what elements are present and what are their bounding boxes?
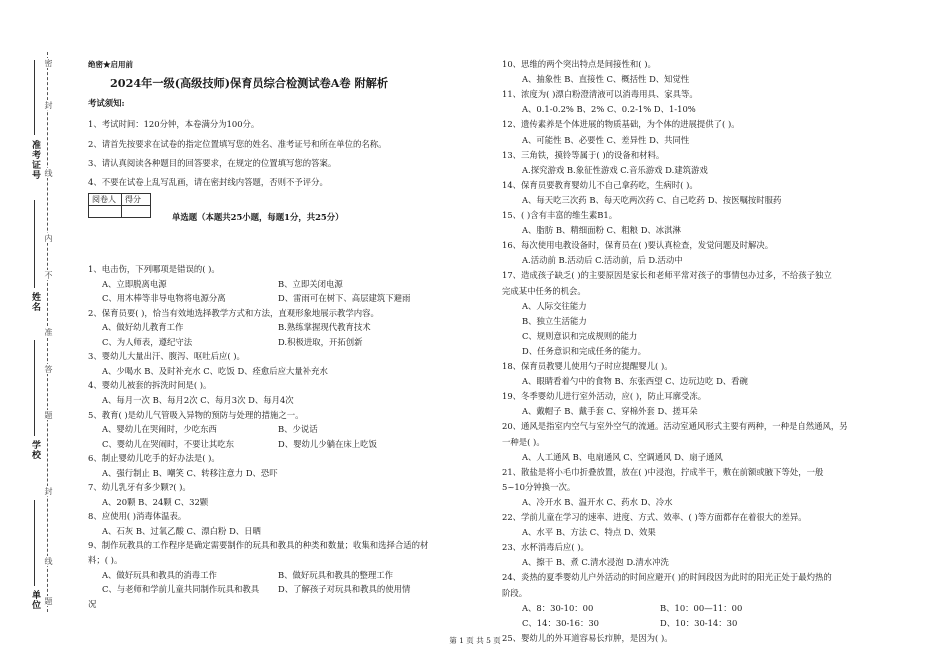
seal-char: 准	[44, 328, 53, 336]
notice-item: 3、请认真阅读各种题目的回答要求，在规定的位置填写您的答案。	[88, 158, 337, 168]
seal-char: 题	[44, 597, 53, 605]
unit-label: 单位	[30, 590, 40, 610]
question-text: 9、制作玩教具的工作程序是确定需要制作的玩具和教具的种类和数量；收集和选择合适的材	[88, 540, 429, 551]
secret-mark: 绝密★启用前	[88, 60, 133, 69]
name-fill-line	[34, 200, 35, 288]
question-text: 完成某中任务的机会。	[502, 285, 586, 296]
answer-option: A.探究游戏 B.象征性游戏 C.音乐游戏 D.建筑游戏	[522, 164, 708, 175]
answer-option: A、20颗 B、24颗 C、32颗	[102, 496, 209, 507]
notice-item: 4、不要在试卷上乱写乱画，请在密封线内答题，否则不予评分。	[88, 177, 328, 187]
seal-char: 题	[44, 411, 53, 419]
question-text: 18、保育员教婴儿使用勺子时应提醒婴儿( )。	[502, 361, 673, 371]
name-label: 姓名	[30, 292, 40, 312]
answer-option: D.积极进取，开拓创新	[278, 336, 363, 347]
seal-char: 不	[44, 271, 53, 279]
question-text: 12、遗传素养是个体进展的物质基础，为个体的进展提供了( )。	[502, 119, 740, 130]
question-text: 22、学前儿童在学习的速率、进度、方式、效率、( )等方面都存在着很大的差异。	[502, 512, 807, 522]
answer-option: A.活动前 B.活动后 C.活动前，后 D.活动中	[522, 255, 683, 266]
question-text: 料；( )。	[88, 555, 123, 565]
answer-option: B、10：00—11：00	[660, 602, 743, 613]
seal-char: 线	[44, 169, 53, 177]
seal-char: 密	[44, 59, 53, 67]
question-text: 19、冬季婴幼儿进行室外活动，应( )，防止耳廓受冻。	[502, 391, 707, 402]
answer-option: C、与老师和学前儿童共同制作玩具和教具	[102, 584, 260, 595]
seal-char: 封	[44, 101, 53, 109]
score-cell[interactable]	[122, 206, 151, 218]
answer-option: A、人际交往能力	[522, 300, 587, 311]
score-table	[88, 193, 151, 218]
answer-option: A、8：30-10：00	[522, 602, 594, 613]
answer-option: A、少喝水 B、及时补充水 C、吃饭 D、痊愈后应大量补充水	[102, 365, 328, 376]
answer-option: C、为人师表，遵纪守法	[102, 336, 193, 347]
question-text: 11、浓度为( )漂白粉澄清液可以消毒用具、家具等。	[502, 89, 698, 100]
answer-option: A、做好幼儿教育工作	[102, 322, 184, 333]
answer-option: B、做好玩具和教具的整理工作	[278, 569, 394, 580]
question-text: 25、婴幼儿的外耳道容易长疖肿，是因为( )。	[502, 632, 673, 643]
seal-char: 封	[44, 487, 53, 495]
notice-item: 1、考试时间：120分钟，本卷满分为100分。	[88, 119, 260, 129]
answer-option: A、擦干 B、煮 C.清水浸泡 D.清水冲洗	[522, 557, 669, 568]
question-text: 13、三角铁，摸铃等属于( )的设备和材料。	[502, 149, 665, 160]
question-text: 10、思维的两个突出特点是间接性和( )。	[502, 59, 656, 69]
answer-option: A、冷开水 B、温开水 C、药水 D、冷水	[522, 496, 673, 507]
score-header: 得分	[122, 194, 151, 206]
question-text: 14、保育员要教育婴幼儿不自己拿药吃，生病时( )。	[502, 179, 698, 190]
answer-option: A、可能性 B、必要性 C、差异性 D、共同性	[522, 134, 690, 145]
answer-option: B、立即关闭电源	[278, 278, 343, 289]
binding-margin	[0, 0, 62, 671]
exam-title: 2024年一级(高级技师)保育员综合检测试卷A卷 附解析	[110, 76, 389, 90]
question-text: 况	[88, 598, 97, 609]
answer-option: C、14：30-16：30	[522, 617, 599, 628]
question-text: 20、通风是指室内空气与室外空气的流通。活动室通风形式主要有两种，一种是自然通风，另	[502, 421, 848, 432]
answer-option: D、10：30-14：30	[660, 617, 738, 628]
question-text: 15、( )含有丰富的维生素B1。	[502, 210, 618, 220]
question-text: 一种是( )。	[502, 436, 545, 447]
answer-option: C、用木棒等非导电物将电源分离	[102, 293, 226, 304]
answer-option: C、婴幼儿在哭闹时，不要让其吃东	[102, 438, 235, 449]
section-heading: 单选题（本题共25小题，每题1分，共25分）	[172, 212, 344, 222]
answer-option: A、婴幼儿在哭闹时，少吃东西	[102, 424, 217, 435]
exam-number-fill-line	[34, 60, 35, 135]
question-text: 阶段。	[502, 587, 528, 598]
answer-option: A、0.1-0.2% B、2% C、0.2-1% D、1-10%	[522, 104, 696, 115]
question-text: 3、婴幼儿大量出汗、腹泻、呕吐后应( )。	[88, 351, 245, 362]
question-text: 1、电击伤，下列哪项是错误的( )。	[88, 264, 220, 274]
question-text: 2、保育员要( )，恰当有效地选择教学方式和方法，直观形象地展示教学内容。	[88, 307, 379, 318]
answer-option: A、抽象性 B、直接性 C、概括性 D、知觉性	[522, 74, 690, 85]
answer-option: B.熟练掌握现代教育技术	[278, 322, 371, 333]
answer-option: A、立即脱离电源	[102, 278, 167, 289]
answer-option: D、婴幼儿少躺在床上吃饭	[278, 438, 377, 449]
answer-option: A、脂肪 B、精细面粉 C、粗粮 D、冰淇淋	[522, 225, 681, 236]
answer-option: A、水平 B、方法 C、特点 D、效果	[522, 527, 656, 538]
answer-option: A、戴帽子 B、戴手套 C、穿棉外套 D、搓耳朵	[522, 406, 698, 417]
question-text: 24、炎热的夏季婴幼儿户外活动的时间应避开( )的时间段因为此时的阳光正处于最灼热的	[502, 572, 832, 583]
reviewer-header: 阅卷人	[89, 194, 122, 206]
answer-option: A、人工通风 B、电扇通风 C、空调通风 D、扇子通风	[522, 451, 723, 462]
answer-option: A、强行制止 B、嘲笑 C、转移注意力 D、恐吓	[102, 467, 278, 478]
answer-option: D、雷雨可在树下、高层建筑下避雨	[278, 293, 411, 304]
exam-number-label: 准考证号	[30, 140, 40, 180]
question-text: 23、水杯消毒后应( )。	[502, 542, 589, 553]
question-text: 5、教育( )是幼儿气管吸入异物的预防与处理的措施之一。	[88, 409, 304, 420]
question-text: 7、幼儿乳牙有多少颗?( )。	[88, 482, 191, 493]
page-footer: 第 1 页 共 5 页	[449, 636, 501, 645]
answer-option: A、眼睛看着勺中的食物 B、东张西望 C、边玩边吃 D、看碗	[522, 376, 748, 387]
notice-item: 2、请首先按要求在试卷的指定位置填写您的姓名、准考证号和所在单位的名称。	[88, 139, 387, 149]
answer-option: B、少说话	[278, 424, 318, 435]
answer-option: D、任务意识和完成任务的能力。	[522, 345, 646, 356]
question-text: 17、造成孩子缺乏( )的主要原因是家长和老师平常对孩子的事情包办过多，不给孩子独立	[502, 270, 832, 281]
seal-char: 线	[44, 557, 53, 565]
answer-option: A、每天吃三次药 B、每天吃两次药 C、自己吃药 D、按医嘱按时服药	[522, 194, 782, 205]
answer-option: C、规则意识和完成规则的能力	[522, 330, 638, 341]
unit-fill-line	[34, 500, 35, 586]
question-text: 16、每次使用电教设备时，保育员在( )要认真检查，发觉问题及时解决。	[502, 240, 774, 251]
answer-option: A、每月一次 B、每月2次 C、每月3次 D、每月4次	[102, 394, 294, 405]
question-text: 21、散盐是将小毛巾折叠放置，放在( )中浸泡，拧成半干，敷在前额或腋下等处，一般	[502, 466, 824, 477]
answer-option: D、了解孩子对玩具和教具的使用情	[278, 584, 411, 595]
answer-option: A、做好玩具和教具的消毒工作	[102, 569, 217, 580]
seal-char: 内	[44, 234, 53, 242]
question-text: 5~10分钟换一次。	[502, 481, 576, 492]
school-fill-line	[34, 340, 35, 436]
seal-char: 答	[44, 365, 53, 373]
notice-heading: 考试须知:	[88, 98, 125, 108]
question-text: 6、制止婴幼儿吃手的好办法是( )。	[88, 453, 220, 464]
school-label: 学校	[30, 440, 40, 460]
question-text: 8、应使用( )消毒体温表。	[88, 511, 187, 522]
answer-option: B、独立生活能力	[522, 315, 587, 326]
answer-option: A、石灰 B、过氧乙酸 C、漂白粉 D、日晒	[102, 525, 261, 536]
reviewer-cell[interactable]	[89, 206, 122, 218]
question-text: 4、婴幼儿被套的拆洗时间是( )。	[88, 380, 212, 391]
